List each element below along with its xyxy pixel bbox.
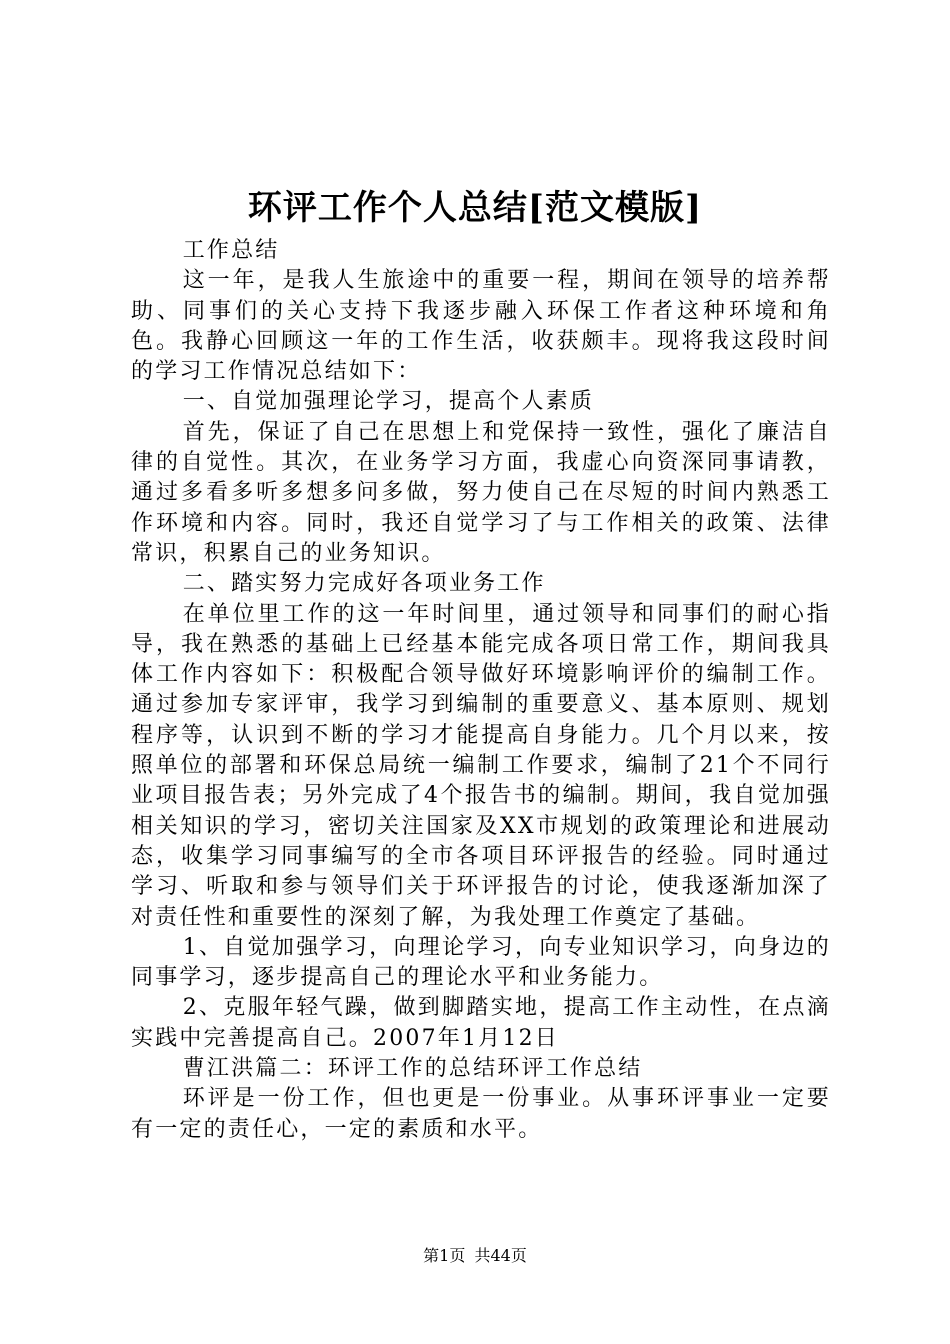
paragraph-section-2: 在单位里工作的这一年时间里，通过领导和同事们的耐心指导，我在熟悉的基础上已经基本能完成各项日常工作，期间我具体工作内容如下：积极配合领导做好环境影响评价的编制工作。通过参加专家评审，我学习到编制的重要意义、基本原则、规划程序等，认识到不断的学习才能提高自身能力。几个月以来，按照单位的部署和环保总局统一编制工作要求，编制了21个不同行业项目报告表；另外完成了4个报告书的编制。期间，我自觉加强相关知识的学习，密切关注国家及XX市规划的政策理论和进展动态，收集学习同事编写的全市各项目环评报告的经验。同时通过学习、听取和参与领导们关于环评报告的讨论，使我逐渐加深了对责任性和重要性的深刻了解，为我处理工作奠定了基础。 [131, 601, 831, 930]
document-body [131, 236, 831, 1145]
page-total: 共44页 [474, 1246, 527, 1265]
list-item-1: 1、自觉加强学习，向理论学习，向专业知识学习，向身边的同事学习，逐步提高自己的理论水平和业务能力。 [131, 934, 831, 991]
list-item-2: 2、克服年轻气躁，做到脚踏实地，提高工作主动性，在点滴实践中完善提高自己。2007年1月12日 [131, 995, 831, 1051]
paragraph-heading-summary: 工作总结 [182, 238, 280, 263]
section-heading-1: 一、自觉加强理论学习，提高个人素质 [182, 389, 595, 415]
section-heading-2: 二、踏实努力完成好各项业务工作 [182, 571, 546, 597]
page-footer [0, 1244, 950, 1268]
page-number: 第1页 [423, 1246, 466, 1265]
section-heading-part-2: 曹江洪篇二：环评工作的总结环评工作总结 [182, 1056, 643, 1082]
document-title: 环评工作个人总结[范文模版] [247, 188, 703, 228]
paragraph-section-1: 首先，保证了自己在思想上和党保持一致性，强化了廉洁自律的自觉性。其次，在业务学习方面，我虚心向资深同事请教，通过多看多听多想多问多做，努力使自己在尽短的时间内熟悉工作环境和内容。同时，我还自觉学习了与工作相关的政策、法律常识，积累自己的业务知识。 [131, 419, 831, 566]
paragraph-intro: 这一年，是我人生旅途中的重要一程，期间在领导的培养帮助、同事们的关心支持下我逐步融入环保工作者这种环境和角色。我静心回顾这一年的工作生活，收获颇丰。现将我这段时间的学习工作情况总结如下： [131, 268, 831, 385]
paragraph-part-2-intro: 环评是一份工作，但也更是一份事业。从事环评事业一定要有一定的责任心，一定的素质和水平。 [131, 1086, 831, 1142]
